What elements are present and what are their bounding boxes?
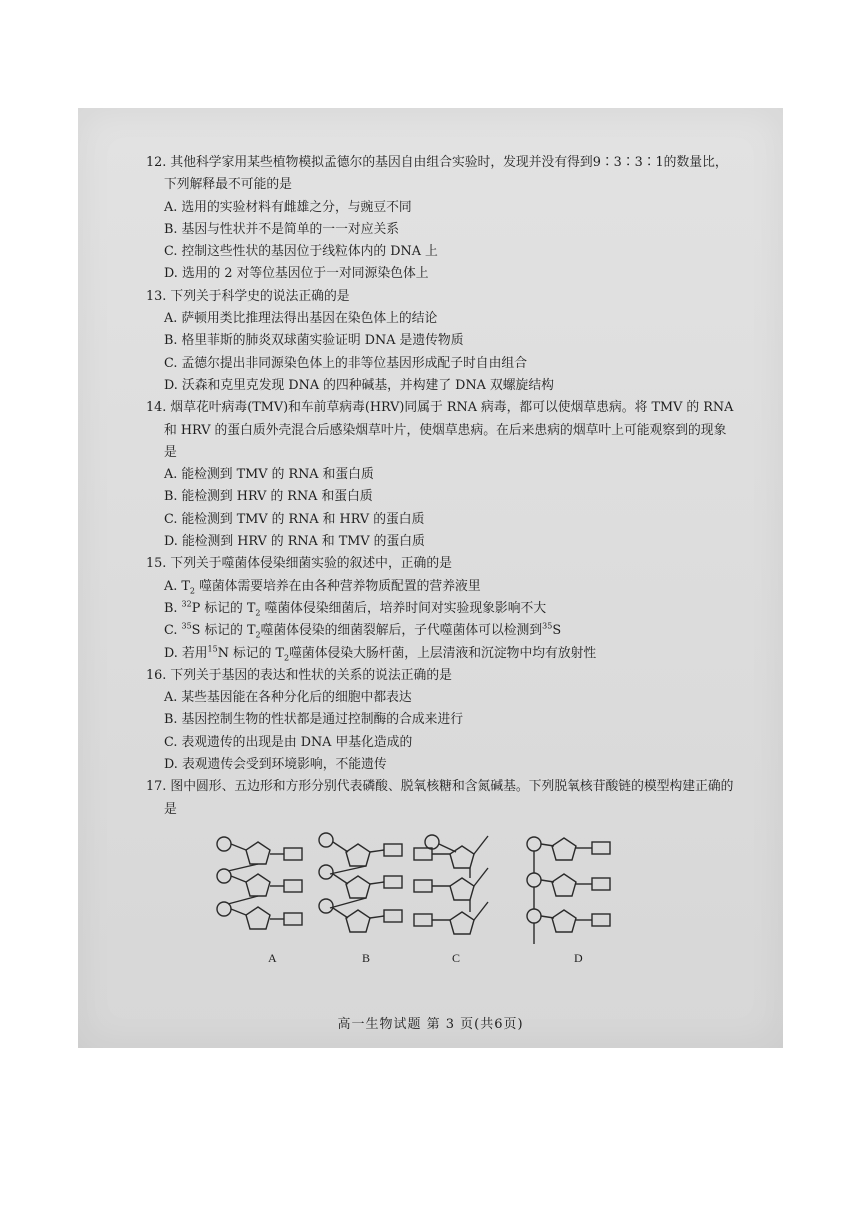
question-13 <box>146 286 736 397</box>
option-d: D. 沃森和克里克发现 DNA 的四种碱基，并构建了 DNA 双螺旋结构 <box>164 377 554 393</box>
question-15 <box>146 553 736 664</box>
option-c: C. 控制这些性状的基因位于线粒体内的 DNA 上 <box>164 244 438 260</box>
option-d: D. 若用$^{15}$N 标记的 $T_2$噬菌体侵染大肠杆菌，上层清液和沉淀物中均有放射性 <box>164 644 597 663</box>
option-a: A. 萨顿用类比推理法得出基因在染色体上的结论 <box>164 311 438 327</box>
question-stem: 12. 其他科学家用某些植物模拟孟德尔的基因自由组合实验时，发现并没有得到9∶3∶3∶1的数量比，下列解释最不可能的是 <box>146 155 728 193</box>
option-d: D. 选用的 2 对等位基因位于一对同源染色体上 <box>164 266 429 282</box>
option-a: A. $T_2$ 噬菌体需要培养在由各种营养物质配置的营养液里 <box>164 578 481 596</box>
question-stem: 16. 下列关于基因的表达和性状的关系的说法正确的是 <box>146 667 452 683</box>
figure-label-a: A <box>268 951 277 965</box>
model-a-diagram <box>217 837 302 929</box>
question-stem: 13. 下列关于科学史的说法正确的是 <box>146 288 350 304</box>
option-a: A. 选用的实验材料有雌雄之分，与豌豆不同 <box>164 199 412 215</box>
option-b: B. 基因与性状并不是简单的一一对应关系 <box>164 221 400 237</box>
figure-label-d: D <box>574 951 583 965</box>
question-17 <box>146 776 736 821</box>
option-a: A. 能检测到 TMV 的 RNA 和蛋白质 <box>164 467 374 483</box>
option-c: C. 孟德尔提出非同源染色体上的非等位基因形成配子时自由组合 <box>164 355 527 371</box>
question-14 <box>146 397 736 553</box>
option-b: B. 能检测到 HRV 的 RNA 和蛋白质 <box>164 489 373 505</box>
option-d: D. 表观遗传会受到环境影响，不能遗传 <box>164 757 387 773</box>
option-c: C. $^{35}$S 标记的 $T_2$噬菌体侵染的细菌裂解后，子代噬菌体可以检测到$^{35}$S <box>164 621 562 640</box>
question-stem: 15. 下列关于噬菌体侵染细菌实验的叙述中，正确的是 <box>146 556 452 572</box>
option-d: D. 能检测到 HRV 的 RNA 和 TMV 的蛋白质 <box>164 534 425 550</box>
option-b: B. 基因控制生物的性状都是通过控制酶的合成来进行 <box>164 712 464 728</box>
exam-page <box>78 108 783 1048</box>
question-stem: 14. 烟草花叶病毒(TMV)和车前草病毒(HRV)同属于 RNA 病毒，都可以使烟草患病。将 TMV 的 RNA 和 HRV 的蛋白质外壳混合后感染烟草叶片，使烟草患病。在后来患病的烟草叶上可能观察到的现象是 <box>146 400 734 460</box>
nucleotide-chain-figure <box>206 824 706 974</box>
model-d-diagram <box>527 837 610 944</box>
option-a: A. 某些基因能在各种分化后的细胞中都表达 <box>164 690 412 706</box>
question-list <box>146 152 736 821</box>
option-c: C. 表观遗传的出现是由 DNA 甲基化造成的 <box>164 734 413 750</box>
model-c-diagram <box>414 835 488 934</box>
figure-label-b: B <box>362 951 371 965</box>
figure-label-c: C <box>452 951 461 965</box>
page-footer: 高一生物试题 第 3 页(共6页) <box>337 1017 524 1032</box>
option-c: C. 能检测到 TMV 的 RNA 和 HRV 的蛋白质 <box>164 511 425 527</box>
model-b-diagram <box>319 833 402 932</box>
option-b: B. 格里菲斯的肺炎双球菌实验证明 DNA 是遗传物质 <box>164 333 464 349</box>
option-b: B. $^{32}$P 标记的 $T_2$ 噬菌体侵染细菌后，培养时间对实验现象影响不大 <box>164 599 547 618</box>
question-12 <box>146 152 736 286</box>
question-16 <box>146 665 736 776</box>
question-stem: 17. 图中圆形、五边形和方形分别代表磷酸、脱氧核糖和含氮碱基。下列脱氧核苷酸链的模型构建正确的是 <box>146 779 734 817</box>
